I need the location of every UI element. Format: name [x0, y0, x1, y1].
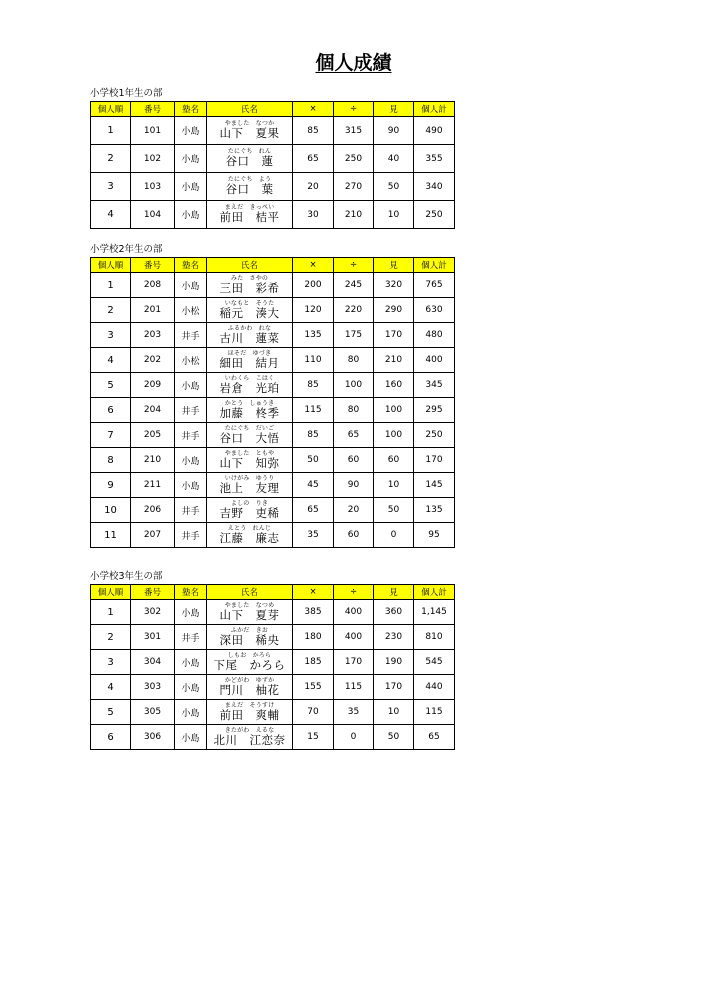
cell-total: 250	[414, 201, 455, 229]
cell-total: 355	[414, 145, 455, 173]
furigana: やました ともや	[224, 449, 275, 457]
cell-total: 295	[414, 398, 455, 423]
cell-divide: 115	[334, 675, 374, 700]
cell-name	[207, 423, 293, 448]
cell-divide: 80	[334, 348, 374, 373]
page-title	[0, 48, 707, 75]
header-total: 個人計	[414, 258, 455, 273]
table-row	[91, 523, 455, 548]
cell-name	[207, 145, 293, 173]
cell-name	[207, 498, 293, 523]
student-name: 北川 江恋奈	[213, 732, 286, 747]
student-name: 吉野 吏稀	[219, 505, 280, 520]
cell-divide: 245	[334, 273, 374, 298]
cell-rank: 8	[91, 448, 131, 473]
cell-mitori: 100	[374, 423, 414, 448]
cell-mitori: 210	[374, 348, 414, 373]
student-name: 前田 爽輔	[219, 707, 280, 722]
cell-total: 400	[414, 348, 455, 373]
student-name: 岩倉 光珀	[219, 380, 280, 395]
table-row	[91, 398, 455, 423]
cell-number: 211	[131, 473, 175, 498]
cell-multiply: 30	[293, 201, 334, 229]
student-name: 三田 彩希	[219, 280, 280, 295]
cell-juku: 小島	[175, 145, 207, 173]
cell-number: 209	[131, 373, 175, 398]
results-table	[90, 101, 455, 229]
student-name: 稲元 湊大	[219, 305, 280, 320]
header-rank: 個人順	[91, 102, 131, 117]
header-name: 氏名	[207, 585, 293, 600]
cell-multiply: 45	[293, 473, 334, 498]
cell-total: 765	[414, 273, 455, 298]
cell-divide: 315	[334, 117, 374, 145]
student-name: 前田 桔平	[219, 210, 280, 224]
header-juku: 塾名	[175, 258, 207, 273]
cell-number: 101	[131, 117, 175, 145]
header-multiply: ×	[293, 258, 334, 273]
cell-divide: 0	[334, 725, 374, 750]
cell-multiply: 185	[293, 650, 334, 675]
cell-mitori: 190	[374, 650, 414, 675]
cell-name	[207, 323, 293, 348]
header-row	[91, 585, 455, 600]
cell-rank: 2	[91, 298, 131, 323]
cell-divide: 90	[334, 473, 374, 498]
cell-juku: 井手	[175, 398, 207, 423]
cell-juku: 小松	[175, 298, 207, 323]
cell-mitori: 10	[374, 700, 414, 725]
cell-rank: 1	[91, 117, 131, 145]
cell-divide: 60	[334, 448, 374, 473]
cell-divide: 250	[334, 145, 374, 173]
header-number: 番号	[131, 585, 175, 600]
cell-name	[207, 348, 293, 373]
cell-multiply: 35	[293, 523, 334, 548]
cell-multiply: 85	[293, 117, 334, 145]
cell-multiply: 155	[293, 675, 334, 700]
header-divide: ÷	[334, 585, 374, 600]
cell-juku: 井手	[175, 498, 207, 523]
table-row	[91, 201, 455, 229]
cell-divide: 175	[334, 323, 374, 348]
cell-name	[207, 298, 293, 323]
cell-multiply: 180	[293, 625, 334, 650]
cell-number: 304	[131, 650, 175, 675]
table-row	[91, 625, 455, 650]
section-label: 小学校2年生の部	[90, 244, 163, 255]
cell-total: 95	[414, 523, 455, 548]
cell-divide: 35	[334, 700, 374, 725]
cell-name	[207, 398, 293, 423]
table-row	[91, 725, 455, 750]
cell-total: 1,145	[414, 600, 455, 625]
cell-total: 440	[414, 675, 455, 700]
furigana: たにぐち よう	[227, 176, 272, 183]
cell-divide: 400	[334, 600, 374, 625]
cell-total: 145	[414, 473, 455, 498]
cell-divide: 170	[334, 650, 374, 675]
cell-rank: 1	[91, 273, 131, 298]
student-name: 古川 蓮菜	[219, 330, 280, 345]
header-juku: 塾名	[175, 585, 207, 600]
cell-number: 104	[131, 201, 175, 229]
furigana: しもお かろら	[227, 651, 272, 659]
cell-name	[207, 373, 293, 398]
cell-name	[207, 273, 293, 298]
cell-mitori: 360	[374, 600, 414, 625]
cell-juku: 井手	[175, 423, 207, 448]
cell-number: 202	[131, 348, 175, 373]
cell-rank: 1	[91, 600, 131, 625]
cell-divide: 20	[334, 498, 374, 523]
cell-juku: 小島	[175, 675, 207, 700]
cell-juku: 小島	[175, 600, 207, 625]
cell-rank: 3	[91, 323, 131, 348]
furigana: いなもと そうた	[224, 299, 275, 307]
cell-number: 306	[131, 725, 175, 750]
cell-mitori: 50	[374, 173, 414, 201]
cell-juku: 井手	[175, 625, 207, 650]
cell-mitori: 160	[374, 373, 414, 398]
furigana: やました なつめ	[224, 601, 275, 609]
table-row	[91, 650, 455, 675]
cell-rank: 3	[91, 173, 131, 201]
furigana: みた さやの	[230, 274, 269, 282]
cell-rank: 4	[91, 201, 131, 229]
cell-mitori: 100	[374, 398, 414, 423]
cell-mitori: 0	[374, 523, 414, 548]
cell-divide: 60	[334, 523, 374, 548]
cell-number: 207	[131, 523, 175, 548]
furigana: かどがわ ゆずか	[224, 676, 275, 684]
cell-mitori: 290	[374, 298, 414, 323]
table-row	[91, 373, 455, 398]
header-rank: 個人順	[91, 258, 131, 273]
cell-total: 345	[414, 373, 455, 398]
cell-juku: 小松	[175, 348, 207, 373]
table-row	[91, 323, 455, 348]
header-rank: 個人順	[91, 585, 131, 600]
header-name: 氏名	[207, 258, 293, 273]
furigana: きたがわ えるな	[224, 726, 275, 734]
header-row	[91, 102, 455, 117]
cell-rank: 11	[91, 523, 131, 548]
student-name: 細田 結月	[219, 355, 280, 370]
cell-juku: 井手	[175, 523, 207, 548]
cell-name	[207, 523, 293, 548]
cell-multiply: 115	[293, 398, 334, 423]
furigana: いけがみ ゆうり	[224, 474, 275, 482]
cell-mitori: 170	[374, 323, 414, 348]
student-name: 山下 夏果	[219, 126, 280, 140]
student-name: 山下 夏芽	[219, 607, 280, 622]
cell-divide: 210	[334, 201, 374, 229]
table-row	[91, 600, 455, 625]
table-row	[91, 498, 455, 523]
cell-multiply: 85	[293, 373, 334, 398]
cell-rank: 5	[91, 700, 131, 725]
cell-number: 302	[131, 600, 175, 625]
furigana: まえだ きっぺい	[224, 204, 275, 211]
cell-rank: 9	[91, 473, 131, 498]
cell-total: 480	[414, 323, 455, 348]
table-row	[91, 700, 455, 725]
cell-divide: 400	[334, 625, 374, 650]
results-table	[90, 584, 455, 750]
header-multiply: ×	[293, 102, 334, 117]
header-multiply: ×	[293, 585, 334, 600]
table-row	[91, 473, 455, 498]
cell-multiply: 20	[293, 173, 334, 201]
cell-multiply: 15	[293, 725, 334, 750]
cell-divide: 65	[334, 423, 374, 448]
cell-total: 545	[414, 650, 455, 675]
furigana: たにぐち れん	[227, 148, 272, 155]
cell-total: 340	[414, 173, 455, 201]
cell-name	[207, 600, 293, 625]
header-number: 番号	[131, 258, 175, 273]
cell-juku: 小島	[175, 473, 207, 498]
cell-number: 103	[131, 173, 175, 201]
cell-number: 203	[131, 323, 175, 348]
cell-number: 102	[131, 145, 175, 173]
cell-rank: 5	[91, 373, 131, 398]
cell-name	[207, 700, 293, 725]
cell-multiply: 385	[293, 600, 334, 625]
header-name: 氏名	[207, 102, 293, 117]
cell-juku: 井手	[175, 323, 207, 348]
cell-divide: 270	[334, 173, 374, 201]
cell-multiply: 70	[293, 700, 334, 725]
cell-total: 65	[414, 725, 455, 750]
cell-rank: 6	[91, 725, 131, 750]
header-mitori: 見	[374, 585, 414, 600]
student-name: 下尾 かろら	[213, 657, 286, 672]
furigana: えとう れんじ	[227, 524, 272, 532]
section-label: 小学校3年生の部	[90, 571, 163, 582]
section-label: 小学校1年生の部	[90, 88, 163, 99]
cell-mitori: 90	[374, 117, 414, 145]
cell-mitori: 50	[374, 498, 414, 523]
cell-juku: 小島	[175, 448, 207, 473]
header-juku: 塾名	[175, 102, 207, 117]
cell-multiply: 120	[293, 298, 334, 323]
table-row	[91, 117, 455, 145]
table-row	[91, 423, 455, 448]
student-name: 門川 柚花	[219, 682, 280, 697]
cell-number: 204	[131, 398, 175, 423]
cell-rank: 7	[91, 423, 131, 448]
student-name: 谷口 蓮	[225, 154, 274, 168]
cell-rank: 2	[91, 625, 131, 650]
table-row	[91, 448, 455, 473]
student-name: 深田 稀央	[219, 632, 280, 647]
cell-total: 810	[414, 625, 455, 650]
furigana: ふかだ きお	[230, 626, 269, 634]
cell-mitori: 10	[374, 473, 414, 498]
cell-multiply: 200	[293, 273, 334, 298]
cell-mitori: 170	[374, 675, 414, 700]
cell-total: 490	[414, 117, 455, 145]
cell-juku: 小島	[175, 700, 207, 725]
cell-mitori: 50	[374, 725, 414, 750]
header-divide: ÷	[334, 258, 374, 273]
header-number: 番号	[131, 102, 175, 117]
table-row	[91, 273, 455, 298]
table-row	[91, 675, 455, 700]
table-row	[91, 348, 455, 373]
cell-number: 208	[131, 273, 175, 298]
cell-multiply: 65	[293, 145, 334, 173]
section-grade-3	[90, 569, 455, 750]
table-row	[91, 145, 455, 173]
cell-name	[207, 725, 293, 750]
student-name: 谷口 大悟	[219, 430, 280, 445]
header-total: 個人計	[414, 102, 455, 117]
cell-number: 303	[131, 675, 175, 700]
cell-total: 115	[414, 700, 455, 725]
cell-name	[207, 201, 293, 229]
cell-number: 201	[131, 298, 175, 323]
furigana: まえだ そうすけ	[224, 701, 275, 709]
cell-name	[207, 650, 293, 675]
cell-rank: 10	[91, 498, 131, 523]
table-row	[91, 298, 455, 323]
cell-name	[207, 448, 293, 473]
cell-name	[207, 173, 293, 201]
table-row	[91, 173, 455, 201]
cell-rank: 3	[91, 650, 131, 675]
cell-number: 305	[131, 700, 175, 725]
cell-juku: 小島	[175, 373, 207, 398]
cell-mitori: 320	[374, 273, 414, 298]
furigana: ほそだ ゆづき	[227, 349, 272, 357]
cell-multiply: 65	[293, 498, 334, 523]
cell-divide: 80	[334, 398, 374, 423]
cell-name	[207, 675, 293, 700]
cell-rank: 4	[91, 348, 131, 373]
cell-mitori: 230	[374, 625, 414, 650]
furigana: やました なつか	[224, 120, 275, 127]
cell-total: 250	[414, 423, 455, 448]
cell-multiply: 135	[293, 323, 334, 348]
header-total: 個人計	[414, 585, 455, 600]
cell-multiply: 85	[293, 423, 334, 448]
section-grade-2	[90, 242, 455, 548]
cell-juku: 小島	[175, 117, 207, 145]
header-divide: ÷	[334, 102, 374, 117]
cell-mitori: 60	[374, 448, 414, 473]
cell-juku: 小島	[175, 273, 207, 298]
header-mitori: 見	[374, 258, 414, 273]
cell-rank: 4	[91, 675, 131, 700]
header-mitori: 見	[374, 102, 414, 117]
cell-juku: 小島	[175, 725, 207, 750]
cell-juku: 小島	[175, 650, 207, 675]
furigana: たにぐち だいご	[224, 424, 275, 432]
cell-number: 205	[131, 423, 175, 448]
cell-mitori: 40	[374, 145, 414, 173]
student-name: 江藤 廉志	[219, 530, 280, 545]
cell-number: 206	[131, 498, 175, 523]
cell-multiply: 50	[293, 448, 334, 473]
student-name: 池上 友理	[219, 480, 280, 495]
cell-juku: 小島	[175, 173, 207, 201]
furigana: ふるかわ れな	[227, 324, 272, 332]
cell-number: 301	[131, 625, 175, 650]
cell-juku: 小島	[175, 201, 207, 229]
cell-number: 210	[131, 448, 175, 473]
cell-name	[207, 473, 293, 498]
cell-divide: 220	[334, 298, 374, 323]
student-name: 山下 知弥	[219, 455, 280, 470]
cell-total: 170	[414, 448, 455, 473]
header-row	[91, 258, 455, 273]
cell-rank: 6	[91, 398, 131, 423]
student-name: 谷口 葉	[225, 182, 274, 196]
furigana: かとう しゅうき	[224, 399, 275, 407]
page-title-text: 個人成績	[315, 52, 392, 74]
cell-name	[207, 117, 293, 145]
cell-name	[207, 625, 293, 650]
cell-total: 135	[414, 498, 455, 523]
student-name: 加藤 柊季	[219, 405, 280, 420]
furigana: いわくら こはく	[224, 374, 275, 382]
furigana: よしの りき	[230, 499, 269, 507]
cell-mitori: 10	[374, 201, 414, 229]
results-table	[90, 257, 455, 548]
section-grade-1	[90, 86, 455, 229]
cell-divide: 100	[334, 373, 374, 398]
cell-total: 630	[414, 298, 455, 323]
cell-rank: 2	[91, 145, 131, 173]
cell-multiply: 110	[293, 348, 334, 373]
